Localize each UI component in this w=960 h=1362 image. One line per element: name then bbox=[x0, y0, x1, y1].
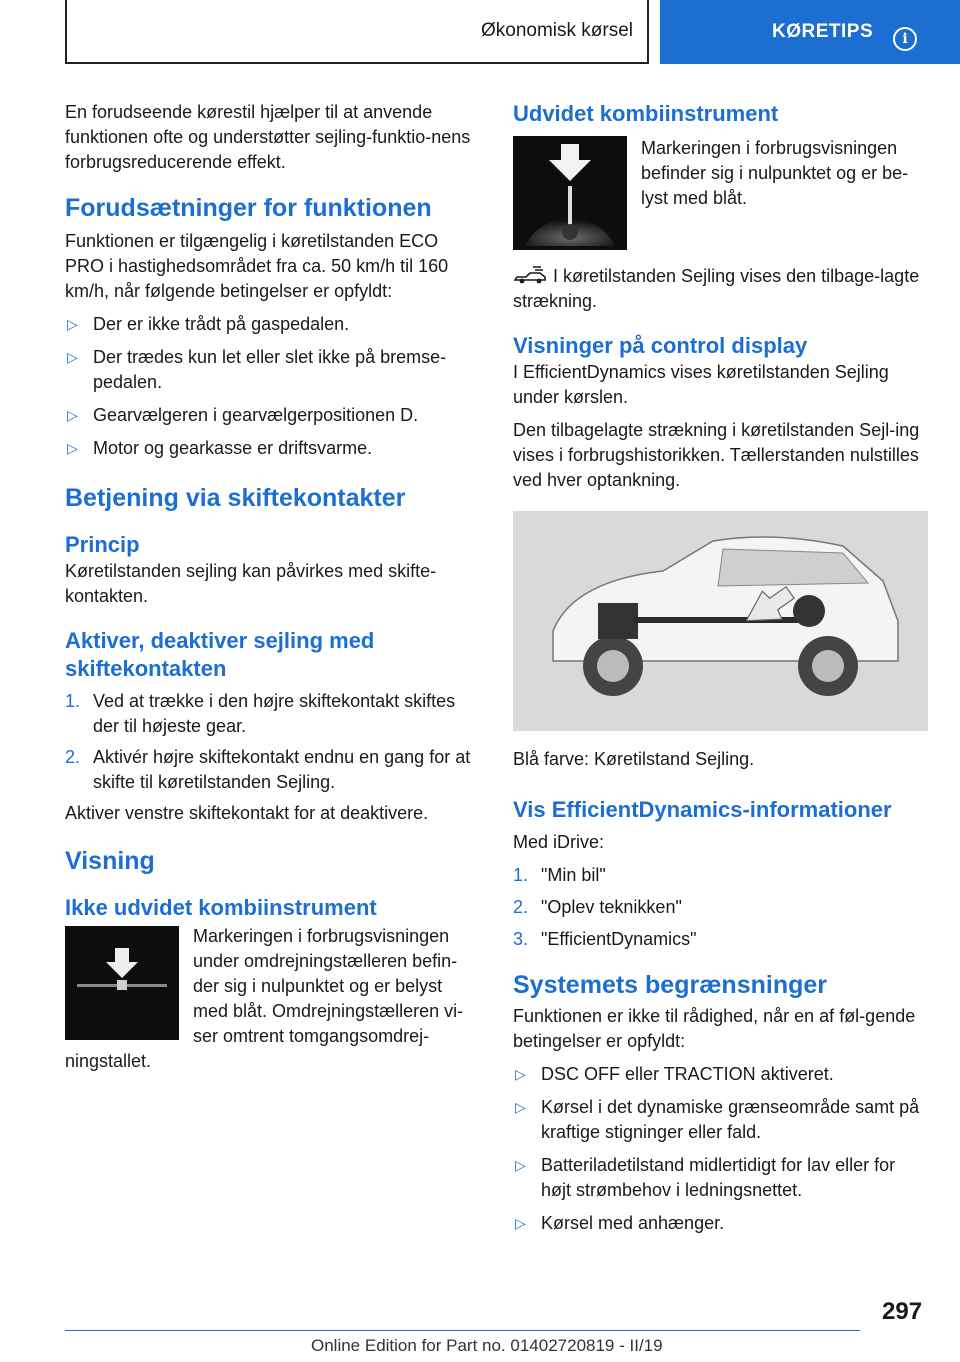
heading-visninger: Visninger på control display bbox=[513, 333, 808, 358]
image-caption: Blå farve: Køretilstand Sejling. bbox=[513, 749, 755, 769]
list-item: ▷ DSC OFF eller TRACTION aktiveret. bbox=[515, 1064, 834, 1084]
conditions-list bbox=[65, 312, 480, 461]
list-item: 1. Ved at trække i den højre skiftekontakt skiftes der til højeste gear. bbox=[65, 691, 456, 736]
intro-paragraph: En forudseende kørestil hjælper til at anvende funktionen ofte og understøtter sejling-funktio-nens forbrugsreducerende effekt. bbox=[65, 102, 471, 172]
info-icon: i bbox=[893, 27, 917, 51]
visninger-text-1: I EfficientDynamics vises køretilstanden Sejling under kørslen. bbox=[513, 362, 889, 407]
list-item: 3. "EfficientDynamics" bbox=[513, 929, 697, 949]
list-item: ▷ Batteriladetilstand midlertidigt for lav eller for højt strømbehov i ledningsnettet. bbox=[515, 1155, 896, 1200]
heading-begraensninger: Systemets begrænsninger bbox=[513, 971, 827, 999]
footer-edition: Online Edition for Part no. 01402720819 - II/19 bbox=[311, 1336, 663, 1355]
heading-forudsaetninger: Forudsætninger for funktionen bbox=[65, 194, 432, 222]
menu-steps bbox=[513, 863, 928, 952]
header-section-title: Økonomisk kørsel bbox=[480, 20, 633, 41]
ikke-udvidet-text: Markeringen i forbrugsvisningen under omdrejningstælleren befin-der sig i nulpunktet og er belyst med blåt. Omdrejningstælleren vi-ser omtrent tomgangsomdrej-ningstallet. bbox=[65, 926, 464, 1071]
heading-vis-efficientdynamics: Vis EfficientDynamics-informationer bbox=[513, 797, 892, 822]
med-idrive-text: Med iDrive: bbox=[513, 832, 605, 852]
visninger-text-2: Den tilbagelagte strækning i køretilstanden Sejl-ing vises i forbrugshistorikken. Tællerstanden nulstilles ved hver optankning. bbox=[513, 420, 920, 490]
heading-betjening: Betjening via skiftekontakter bbox=[65, 484, 406, 512]
list-item: 2. "Oplev teknikken" bbox=[513, 897, 682, 917]
heading-princip: Princip bbox=[65, 532, 140, 557]
sailing-car-icon bbox=[513, 266, 547, 284]
header-section-tab bbox=[65, 0, 649, 64]
heading-visning: Visning bbox=[65, 847, 155, 875]
extended-cluster-image bbox=[513, 136, 627, 250]
forudsaetninger-text: Funktionen er tilgængelig i køretilstanden ECO PRO i hastighedsområdet fra ca. 50 km/h til 160 km/h, når følgende betingelser er opfyldt: bbox=[65, 231, 449, 301]
list-item: 1. "Min bil" bbox=[513, 865, 606, 885]
heading-udvidet: Udvidet kombiinstrument bbox=[513, 101, 779, 126]
list-item: ▷ Der trædes kun let eller slet ikke på bremse-pedalen. bbox=[67, 347, 447, 392]
car-drivetrain-image bbox=[513, 511, 928, 731]
right-column bbox=[513, 100, 928, 1236]
left-column bbox=[65, 100, 480, 1074]
deactivate-text: Aktiver venstre skiftekontakt for at deaktivere. bbox=[65, 803, 429, 823]
heading-ikke-udvidet: Ikke udvidet kombiinstrument bbox=[65, 895, 377, 920]
page-number: 297 bbox=[882, 1298, 923, 1325]
sejling-text: I køretilstanden Sejling vises den tilbage-lagte strækning. bbox=[513, 266, 920, 311]
list-item: ▷ Motor og gearkasse er driftsvarme. bbox=[67, 438, 373, 458]
activation-steps bbox=[65, 689, 480, 795]
list-item: 2. Aktivér højre skiftekontakt endnu en gang for at skifte til køretilstanden Sejling. bbox=[65, 747, 471, 792]
heading-aktiver: Aktiver, deaktiver sejling med skiftekontakten bbox=[65, 628, 375, 681]
list-item: ▷ Kørsel i det dynamiske grænseområde samt på kraftige stigninger eller fald. bbox=[515, 1097, 920, 1142]
list-item: ▷ Der er ikke trådt på gaspedalen. bbox=[67, 314, 350, 334]
limits-list bbox=[513, 1062, 928, 1236]
list-item: ▷ Kørsel med anhænger. bbox=[515, 1213, 725, 1233]
instrument-cluster-image bbox=[65, 926, 179, 1040]
princip-text: Køretilstanden sejling kan påvirkes med skifte-kontakten. bbox=[65, 561, 437, 606]
footer-divider bbox=[65, 1330, 860, 1331]
list-item: ▷ Gearvælgeren i gearvælgerpositionen D. bbox=[67, 405, 419, 425]
begraensninger-text: Funktionen er ikke til rådighed, når en af føl-gende betingelser er opfyldt: bbox=[513, 1006, 916, 1051]
udvidet-text: Markeringen i forbrugsvisningen befinder sig i nulpunktet og er be-lyst med blåt. bbox=[641, 138, 909, 208]
header-chapter-title: KØRETIPS bbox=[772, 21, 874, 42]
